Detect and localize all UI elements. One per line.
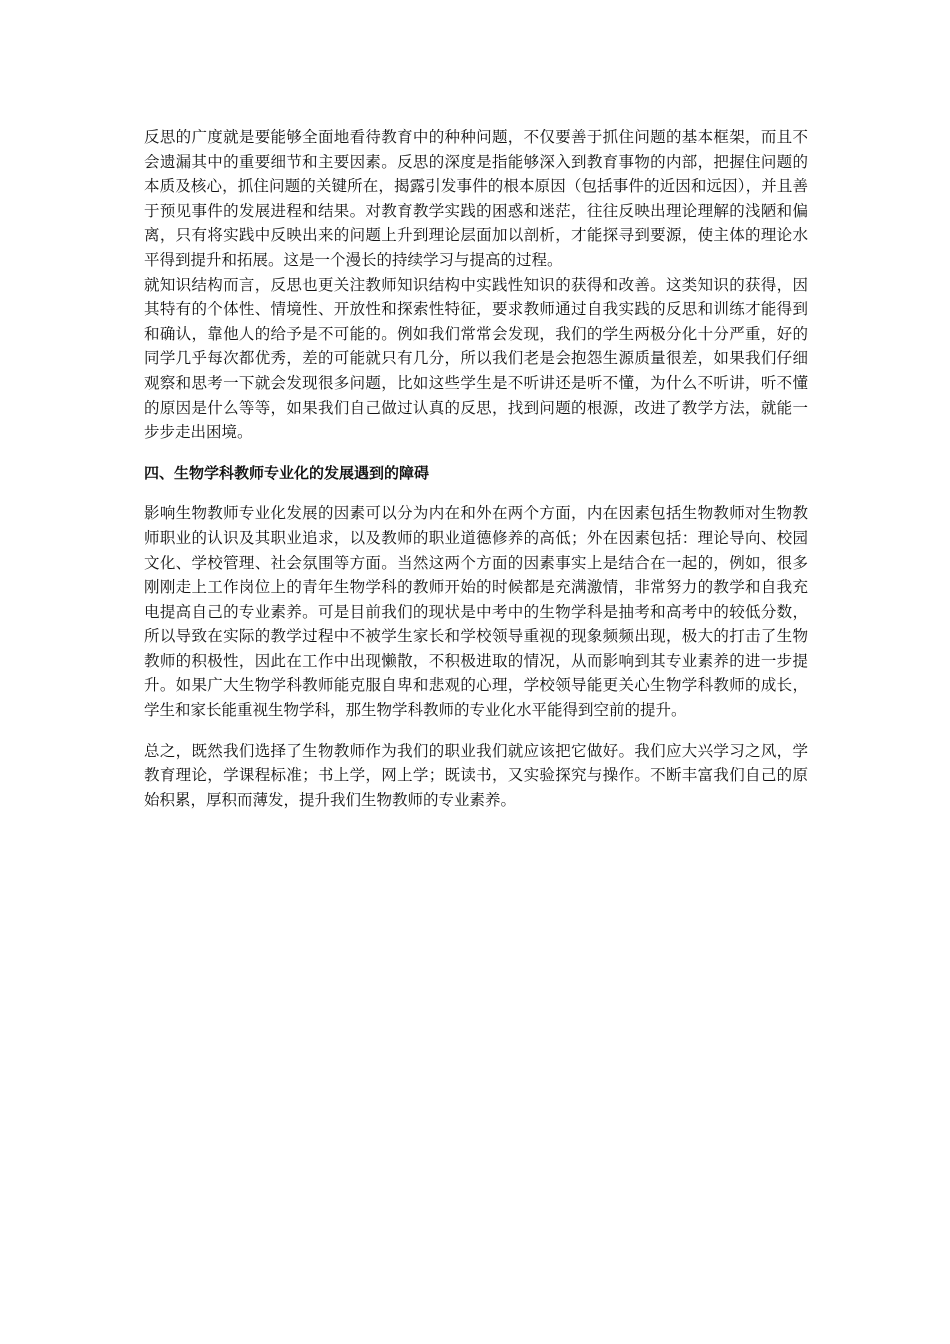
- document-body: [144, 125, 808, 812]
- paragraph-influencing-factors: 影响生物教师专业化发展的因素可以分为内在和外在两个方面，内在因素包括生物教师对生物教师职业的认识及其职业追求，以及教师的职业道德修养的高低；外在因素包括：理论导向、校园文化、学校管理、社会氛围等方面。当然这两个方面的因素事实上是结合在一起的，例如，很多刚刚走上工作岗位上的青年生物学科的教师开始的时候都是充满激情，非常努力的教学和自我充电提高自己的专业素养。可是目前我们的现状是中考中的生物学科是抽考和高考中的较低分数，所以导致在实际的教学过程中不被学生家长和学校领导重视的现象频频出现，极大的打击了生物教师的积极性，因此在工作中出现懒散，不积极进取的情况，从而影响到其专业素养的进一步提升。如果广大生物学科教师能克服自卑和悲观的心理，学校领导能更关心生物学科教师的成长，学生和家长能重视生物学科，那生物学科教师的专业化水平能得到空前的提升。: [144, 504, 808, 720]
- paragraph-conclusion: 总之，既然我们选择了生物教师作为我们的职业我们就应该把它做好。我们应大兴学习之风，学教育理论，学课程标准；书上学，网上学；既读书，又实验探究与操作。不断丰富我们自己的原始积累，厚积而薄发，提升我们生物教师的专业素养。: [144, 741, 808, 809]
- paragraph-knowledge-structure: 就知识结构而言，反思也更关注教师知识结构中实践性知识的获得和改善。这类知识的获得，因其特有的个体性、情境性、开放性和探索性特征，要求教师通过自我实践的反思和训练才能得到和确认，靠他人的给予是不可能的。例如我们常常会发现，我们的学生两极分化十分严重，好的同学几乎每次都优秀，差的可能就只有几分，所以我们老是会抱怨生源质量很差，如果我们仔细观察和思考一下就会发现很多问题，比如这些学生是不听讲还是听不懂，为什么不听讲，听不懂的原因是什么等等，如果我们自己做过认真的反思，找到问题的根源，改进了教学方法，就能一步步走出困境。: [144, 275, 808, 442]
- paragraph-reflection-breadth-depth: 反思的广度就是要能够全面地看待教育中的种种问题，不仅要善于抓住问题的基本框架，而且不会遗漏其中的重要细节和主要因素。反思的深度是指能够深入到教育事物的内部，把握住问题的本质及核心，抓住问题的关键所在，揭露引发事件的根本原因（包括事件的近因和远因），并且善于预见事件的发展进程和结果。对教育教学实践的困惑和迷茫，往往反映出理论理解的浅陋和偏离，只有将实践中反映出来的问题上升到理论层面加以剖析，才能探寻到要源，使主体的理论水平得到提升和拓展。这是一个漫长的持续学习与提高的过程。: [144, 128, 808, 269]
- section-heading: 四、生物学科教师专业化的发展遇到的障碍: [144, 463, 430, 482]
